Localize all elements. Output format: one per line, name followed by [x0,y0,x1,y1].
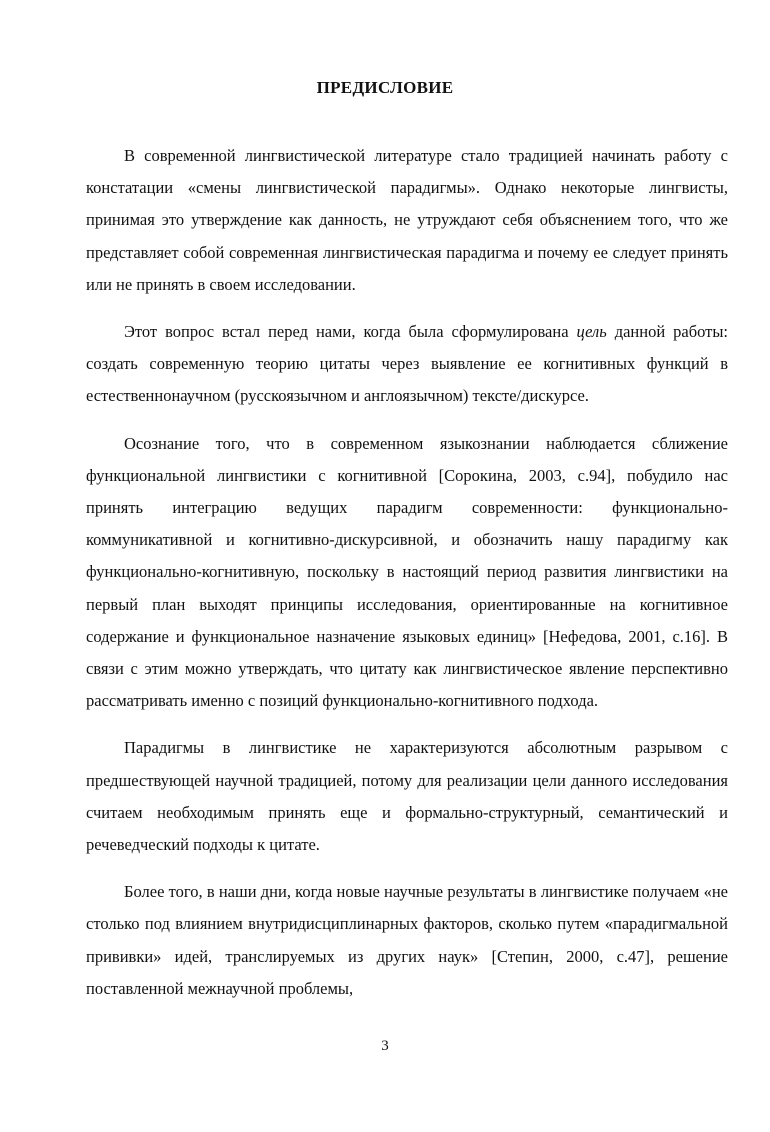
paragraph-4: Парадигмы в лингвистике не характеризуются абсолютным разрывом с предшествующей научной традицией, потому для реализации цели данного исследования считаем необходимым принять еще и формально-структурный, семантический и речеведческий подходы к цитате. [86,738,728,855]
paragraph-2 [86,316,728,413]
paragraph-5: Более того, в наши дни, когда новые научные результаты в лингвистике получаем «не столько под влиянием внутридисциплинарных факторов, сколько путем «парадигмальной прививки» идей, транслируемых из других наук» [Степин, 2000, с.47], решение поставленной межнаучной проблемы, [86,882,728,998]
paragraph-3: Осознание того, что в современном языкознании наблюдается сближение функциональной лингвистики с когнитивной [Сорокина, 2003, с.94], побудило нас принять интеграцию ведущих парадигм современности: функционально-коммуникативной и когнитивно-дискурсивной, и обозначить нашу парадигму как функционально-когнитивную, поскольку в настоящий период развития лингвистики на первый план выходят принципы исследования, ориентированные на когнитивное содержание и функциональное назначение языковых единиц» [Нефедова, 2001, с.16]. В связи с этим можно утверждать, что цитату как лингвистическое явление перспективно рассматривать именно с позиций функционально-когнитивного подхода. [86,433,728,711]
paragraph-2-end: данной работы: создать современную теорию цитаты через выявление ее когнитивных функций в естественнонаучном (русскоязычном и англоязычном) тексте/дискурсе. [86,322,729,406]
paragraph-1: В современной лингвистической литературе стало традицией начинать работу с констатации «смены лингвистической парадигмы». Однако некоторые лингвисты, принимая это утверждение как данность, не утруждают себя объяснением того, что же представляет собой современная лингвистическая парадигма и почему ее следует принять или не принять в своем исследовании. [86,146,728,294]
page-number: 3 [381,1038,389,1054]
emphasis-word: цель [576,322,607,342]
paragraph-2-start: Этот вопрос встал перед нами, когда была сформулирована [124,322,577,342]
page-title: ПРЕДИСЛОВИЕ [316,78,454,97]
body-text [86,140,728,1005]
